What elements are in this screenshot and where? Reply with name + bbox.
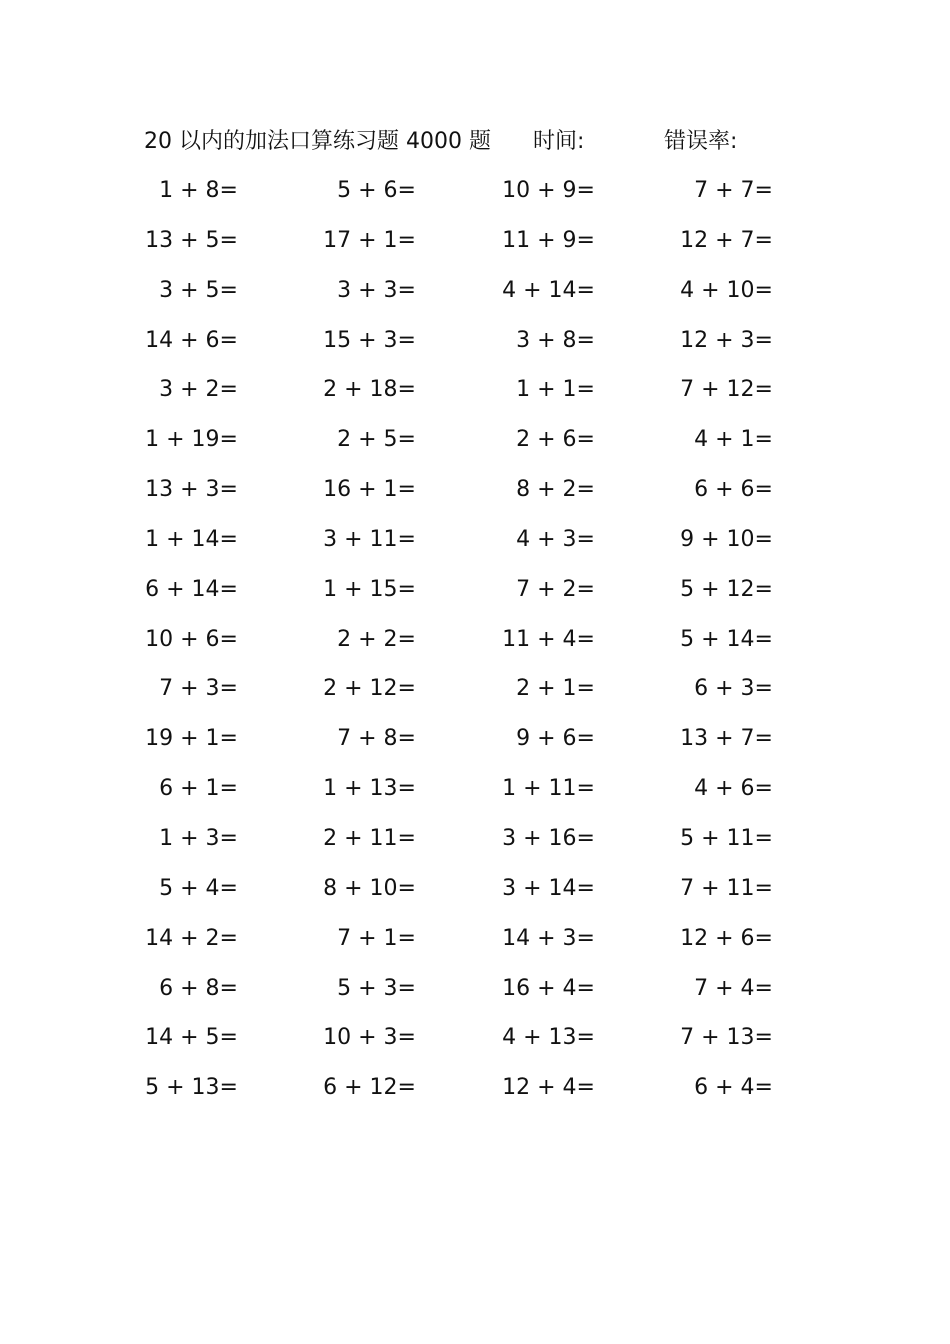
problem-row [0, 1067, 950, 1117]
problem-item: 10 + 3= [323, 1025, 416, 1051]
worksheet-title: 20 以内的加法口算练习题 4000 题 [144, 129, 491, 154]
problem-row [0, 519, 950, 569]
problem-item: 16 + 1= [323, 477, 416, 503]
problem-item: 2 + 12= [323, 676, 416, 702]
problem-item: 15 + 3= [323, 327, 416, 353]
problem-row [0, 619, 950, 669]
problem-item: 6 + 6= [694, 477, 773, 503]
problem-item: 1 + 19= [145, 427, 238, 453]
problem-item: 7 + 3= [159, 676, 238, 702]
problem-row [0, 569, 950, 619]
problem-item: 5 + 14= [680, 626, 773, 652]
problem-item: 12 + 7= [680, 227, 773, 253]
problem-item: 9 + 6= [516, 726, 595, 752]
problem-item: 6 + 3= [694, 676, 773, 702]
problem-item: 3 + 16= [502, 825, 595, 851]
problem-item: 5 + 6= [337, 178, 416, 203]
problem-item: 9 + 10= [680, 526, 773, 552]
problem-item: 16 + 4= [502, 975, 595, 1001]
problem-item: 7 + 4= [694, 975, 773, 1001]
problem-item: 3 + 8= [516, 327, 595, 353]
problem-row [0, 270, 950, 320]
problem-item: 6 + 14= [145, 576, 238, 602]
problem-item: 5 + 4= [159, 875, 238, 901]
problem-item: 17 + 1= [323, 227, 416, 253]
problem-row [0, 419, 950, 469]
problem-item: 6 + 4= [694, 1075, 773, 1101]
problem-item: 4 + 6= [694, 776, 773, 802]
problem-item: 3 + 14= [502, 875, 595, 901]
problem-item: 7 + 12= [680, 377, 773, 403]
problem-row [0, 918, 950, 968]
problem-item: 13 + 3= [145, 477, 238, 503]
problem-item: 7 + 1= [337, 925, 416, 951]
problem-item: 1 + 13= [323, 776, 416, 802]
problem-item: 1 + 11= [502, 776, 595, 802]
problem-item: 2 + 6= [516, 427, 595, 453]
problem-item: 5 + 3= [337, 975, 416, 1001]
problem-row [0, 469, 950, 519]
worksheet-header [0, 124, 950, 160]
problem-item: 4 + 13= [502, 1025, 595, 1051]
problem-item: 10 + 6= [145, 626, 238, 652]
problem-item: 7 + 11= [680, 875, 773, 901]
problem-item: 2 + 2= [337, 626, 416, 652]
problem-item: 6 + 1= [159, 776, 238, 802]
problem-item: 19 + 1= [145, 726, 238, 752]
problem-item: 11 + 4= [502, 626, 595, 652]
problem-row [0, 1017, 950, 1067]
problem-item: 7 + 2= [516, 576, 595, 602]
problem-item: 3 + 3= [337, 277, 416, 303]
problem-item: 5 + 12= [680, 576, 773, 602]
time-label: 时间: [533, 129, 585, 154]
problem-item: 14 + 3= [502, 925, 595, 951]
problem-item: 4 + 3= [516, 526, 595, 552]
problem-item: 3 + 5= [159, 277, 238, 303]
problem-item: 1 + 15= [323, 576, 416, 602]
problem-item: 1 + 1= [516, 377, 595, 403]
problem-item: 14 + 6= [145, 327, 238, 353]
problem-item: 8 + 2= [516, 477, 595, 503]
problem-item: 12 + 4= [502, 1075, 595, 1101]
problem-item: 4 + 14= [502, 277, 595, 303]
problem-item: 1 + 14= [145, 526, 238, 552]
problem-row [0, 768, 950, 818]
problem-row [0, 369, 950, 419]
problem-row [0, 818, 950, 868]
problem-item: 2 + 1= [516, 676, 595, 702]
problem-grid [0, 170, 950, 1117]
problem-item: 6 + 12= [323, 1075, 416, 1101]
problem-row [0, 320, 950, 370]
problem-item: 5 + 13= [145, 1075, 238, 1101]
problem-item: 3 + 2= [159, 377, 238, 403]
problem-item: 4 + 1= [694, 427, 773, 453]
problem-item: 13 + 5= [145, 227, 238, 253]
problem-item: 3 + 11= [323, 526, 416, 552]
problem-row [0, 170, 950, 220]
problem-item: 14 + 5= [145, 1025, 238, 1051]
problem-item: 7 + 13= [680, 1025, 773, 1051]
problem-item: 4 + 10= [680, 277, 773, 303]
error-rate-label: 错误率: [664, 129, 738, 154]
problem-item: 13 + 7= [680, 726, 773, 752]
problem-item: 7 + 7= [694, 178, 773, 203]
problem-item: 2 + 11= [323, 825, 416, 851]
problem-item: 1 + 3= [159, 825, 238, 851]
problem-item: 5 + 11= [680, 825, 773, 851]
problem-item: 6 + 8= [159, 975, 238, 1001]
problem-item: 8 + 10= [323, 875, 416, 901]
problem-item: 7 + 8= [337, 726, 416, 752]
problem-item: 12 + 3= [680, 327, 773, 353]
problem-row [0, 220, 950, 270]
problem-row [0, 868, 950, 918]
problem-item: 14 + 2= [145, 925, 238, 951]
problem-row [0, 968, 950, 1018]
problem-row [0, 668, 950, 718]
problem-item: 10 + 9= [502, 178, 595, 203]
problem-item: 12 + 6= [680, 925, 773, 951]
problem-item: 11 + 9= [502, 227, 595, 253]
problem-item: 2 + 5= [337, 427, 416, 453]
problem-row [0, 718, 950, 768]
problem-item: 1 + 8= [159, 178, 238, 203]
problem-item: 2 + 18= [323, 377, 416, 403]
